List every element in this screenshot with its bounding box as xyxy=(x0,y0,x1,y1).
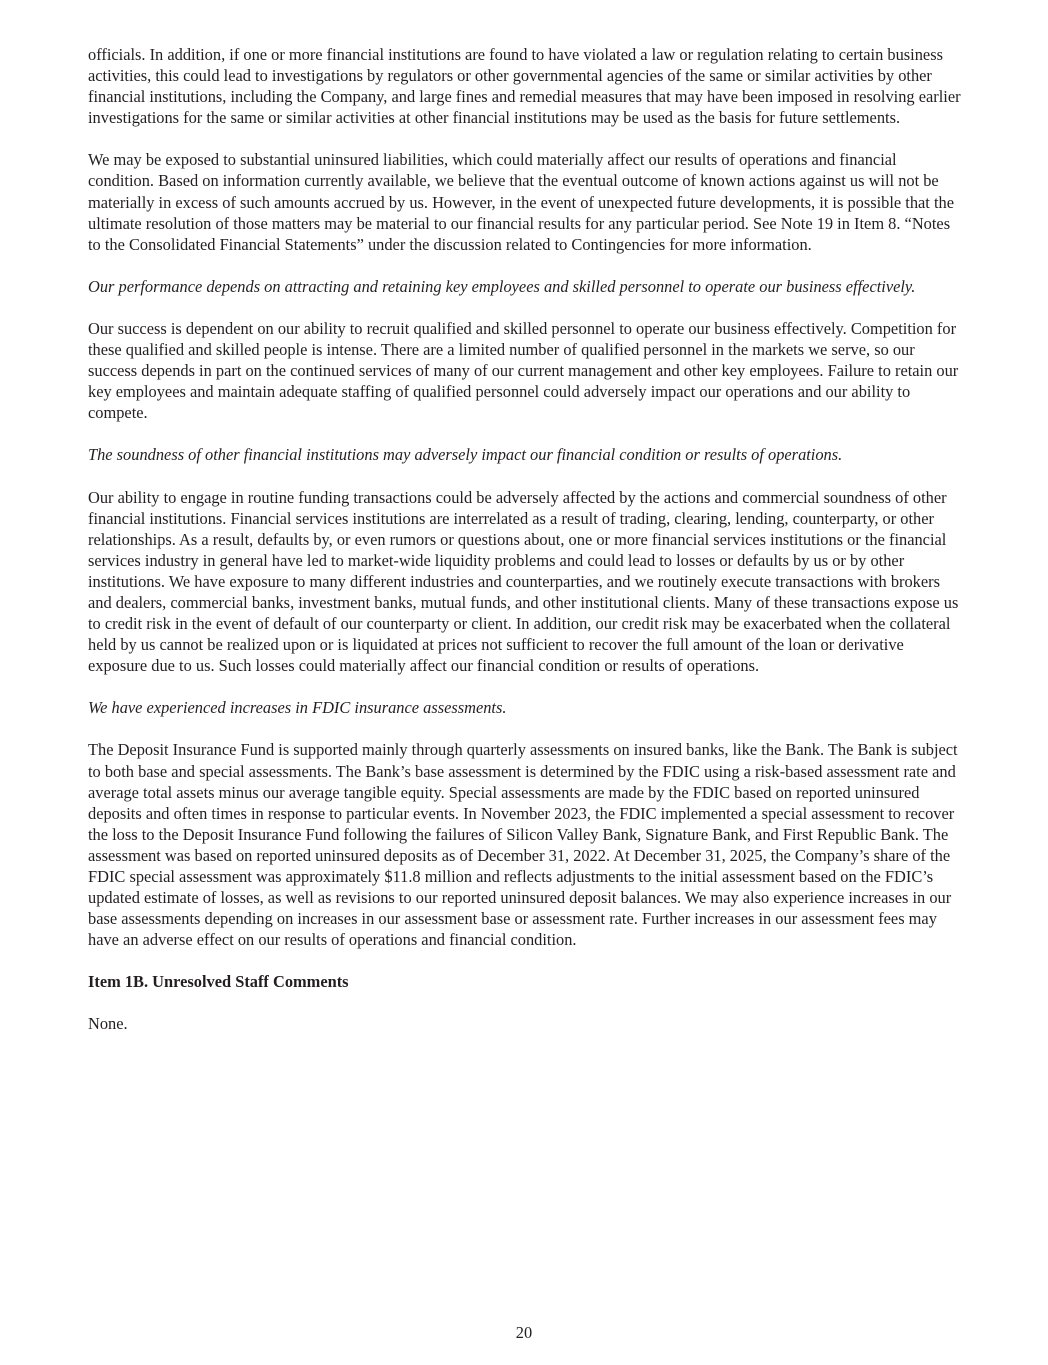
risk-heading-other-institutions: The soundness of other financial institutions may adversely impact our financial condition or results of operations. xyxy=(88,445,843,465)
risk-heading-fdic-assessments: We have experienced increases in FDIC insurance assessments. xyxy=(88,698,507,718)
risk-heading-key-employees: Our performance depends on attracting and retaining key employees and skilled personnel to operate our business effectively. xyxy=(88,276,916,296)
section-heading-item-1b: Item 1B. Unresolved Staff Comments xyxy=(88,972,349,992)
paragraph-key-employees: Our success is dependent on our ability to recruit qualified and skilled personnel to operate our business effectively. Competition for these qualified and skilled people is intense. There are a limited number of qualified personnel in the markets we serve, so our success depends in part on the continued services of many of our current management and other key employees. Failure to retain our key employees and maintain adequate staffing of qualified personnel could adversely impact our operations and our ability to compete. xyxy=(88,318,959,423)
document-page xyxy=(88,44,964,1056)
paragraph-other-institutions: Our ability to engage in routine funding transactions could be adversely affected by the actions and commercial soundness of other financial institutions. Financial services institutions are interrelated as a result of trading, clearing, lending, counterparty, or other relationships. As a result, defaults by, or even rumors or questions about, one or more financial services institutions or the financial services industry in general have led to market-wide liquidity problems and could lead to losses or defaults by us or by other institutions. We have exposure to many different industries and counterparties, and we routinely execute transactions with brokers and dealers, commercial banks, investment banks, mutual funds, and other institutional clients. Many of these transactions expose us to credit risk in the event of default of our counterparty or client. In addition, our credit risk may be exacerbated when the collateral held by us cannot be realized upon or is liquidated at prices not sufficient to recover the full amount of the loan or derivative exposure due to us. Such losses could materially affect our financial condition or results of operations. xyxy=(88,487,959,676)
paragraph-fdic-assessments: The Deposit Insurance Fund is supported mainly through quarterly assessments on insured banks, like the Bank. The Bank is subject to both base and special assessments. The Bank’s base assessment is determined by the FDIC using a risk-based assessment rate and average total assets minus our average tangible equity. Special assessments are made by the FDIC based on reported uninsured deposits and often times in response to particular events. In November 2023, the FDIC implemented a special assessment to recover the loss to the Deposit Insurance Fund following the failures of Silicon Valley Bank, Signature Bank, and First Republic Bank. The assessment was based on reported uninsured deposits as of December 31, 2022. At December 31, 2025, the Company’s share of the FDIC special assessment was approximately $11.8 million and reflects adjustments to the initial assessment based on the FDIC’s updated estimate of losses, as well as revisions to our reported uninsured deposit balances. We may also experience increases in our base assessments depending on increases in our assessment base or assessment rate. Further increases in our assessment fees may have an adverse effect on our results of operations and financial condition. xyxy=(88,740,958,950)
paragraph-none: None. xyxy=(88,1014,128,1034)
paragraph-uninsured-liabilities: We may be exposed to substantial uninsured liabilities, which could materially affect our results of operations and financial condition. Based on information currently available, we believe that the eventual outcome of known actions against us will not be materially in excess of such amounts accrued by us. However, in the event of unexpected future developments, it is possible that the ultimate resolution of those matters may be material to our financial results for any particular period. See Note 19 in Item 8. “Notes to the Consolidated Financial Statements” under the discussion related to Contingencies for more information. xyxy=(88,150,954,254)
page-number: 20 xyxy=(515,1323,533,1342)
paragraph-officials-investigations: officials. In addition, if one or more financial institutions are found to have violated a law or regulation relating to certain business activities, this could lead to investigations by regulators or other governmental agencies of the same or similar activities by other financial institutions, including the Company, and large fines and remedial measures that may have been imposed in resolving earlier investigations for the same or similar activities at other financial institutions may be used as the basis for future settlements. xyxy=(88,45,961,128)
